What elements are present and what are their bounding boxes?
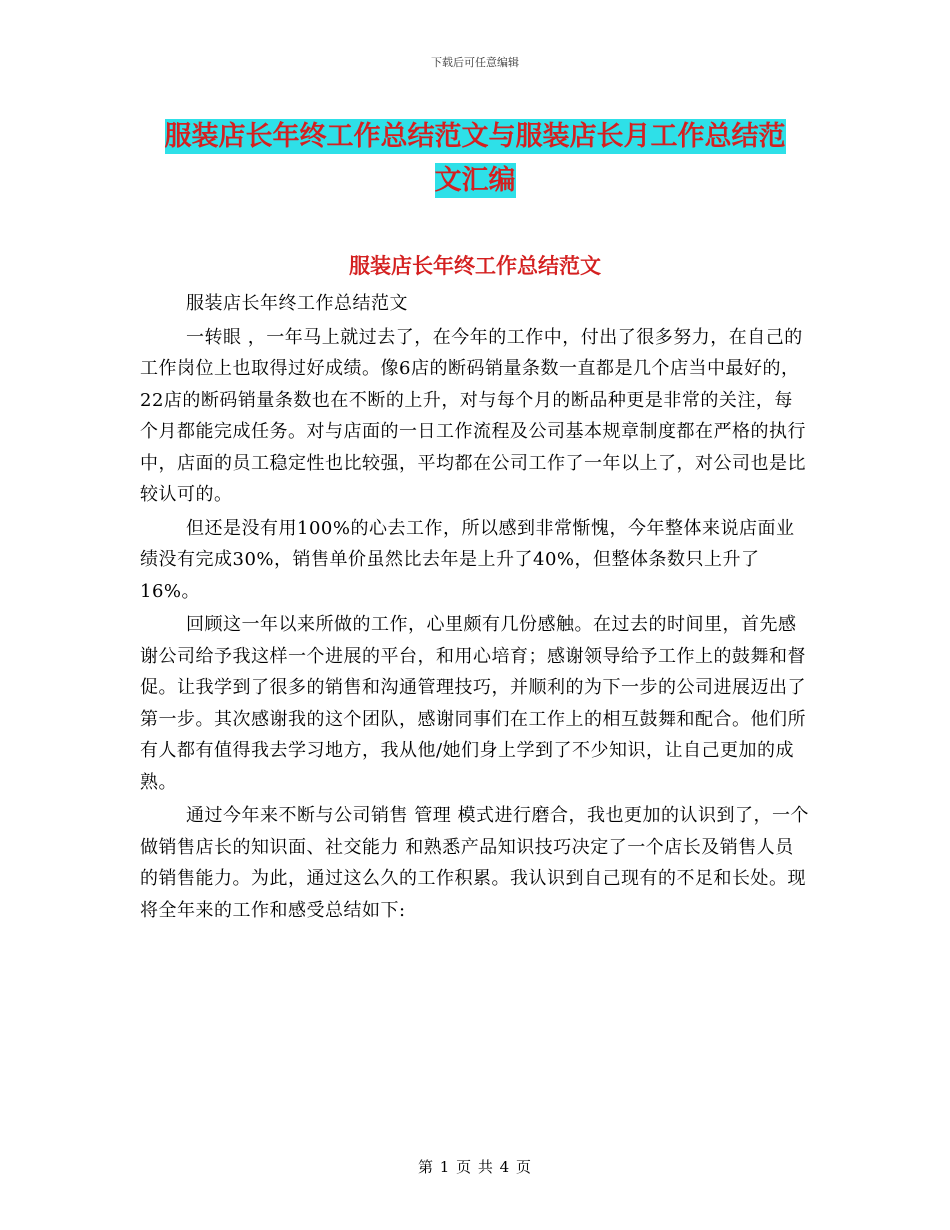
document-title-line-1 — [0, 114, 950, 153]
section-title: 服装店长年终工作总结范文 — [349, 254, 601, 278]
paragraph: 但还是没有用100%的心去工作，所以感到非常惭愧，今年整体来说店面业绩没有完成30%，销售单价虽然比去年是上升了40%，但整体条数只上升了16%。 — [140, 517, 795, 602]
document-title-line-2 — [0, 158, 950, 197]
document-body — [140, 288, 810, 928]
paragraph: 回顾这一年以来所做的工作，心里颇有几份感触。在过去的时间里，首先感谢公司给予我这样一个进展的平台，和用心培育；感谢领导给予工作上的鼓舞和督促。让我学到了很多的销售和沟通管理技巧，并顺利的为下一步的公司进展迈出了第一步。其次感谢我的这个团队，感谢同事们在工作上的相互鼓舞和配合。他们所有人都有值得我去学习地方，我从他/她们身上学到了不少知识，让自己更加的成熟。 — [140, 614, 806, 793]
header-note: 下载后可任意编辑 — [431, 56, 519, 69]
page-number-footer: 第 1 页 共 4 页 — [418, 1158, 532, 1176]
paragraph: 服装店长年终工作总结范文 — [186, 293, 408, 314]
paragraph: 一转眼 ，一年马上就过去了，在今年的工作中，付出了很多努力，在自己的工作岗位上也取得过好成绩。像6店的断码销量条数一直都是几个店当中最好的，22店的断码销量条数也在不断的上升，对与每个月的断品种更是非常的关注，每个月都能完成任务。对与店面的一日工作流程及公司基本规章制度都在严格的执行中，店面的员工稳定性也比较强，平均都在公司工作了一年以上了，对公司也是比较认可的。 — [140, 326, 806, 505]
paragraph: 通过今年来不断与公司销售 管理 模式进行磨合，我也更加的认识到了，一个做销售店长的知识面、社交能力 和熟悉产品知识技巧决定了一个店长及销售人员的销售能力。为此，通过这么久的工作积累。我认识到自己现有的不足和长处。现将全年来的工作和感受总结如下: — [140, 805, 809, 921]
document-title-text-1: 服装店长年终工作总结范文与服装店长月工作总结范 — [164, 121, 786, 152]
document-title-text-2: 文汇编 — [434, 165, 516, 196]
